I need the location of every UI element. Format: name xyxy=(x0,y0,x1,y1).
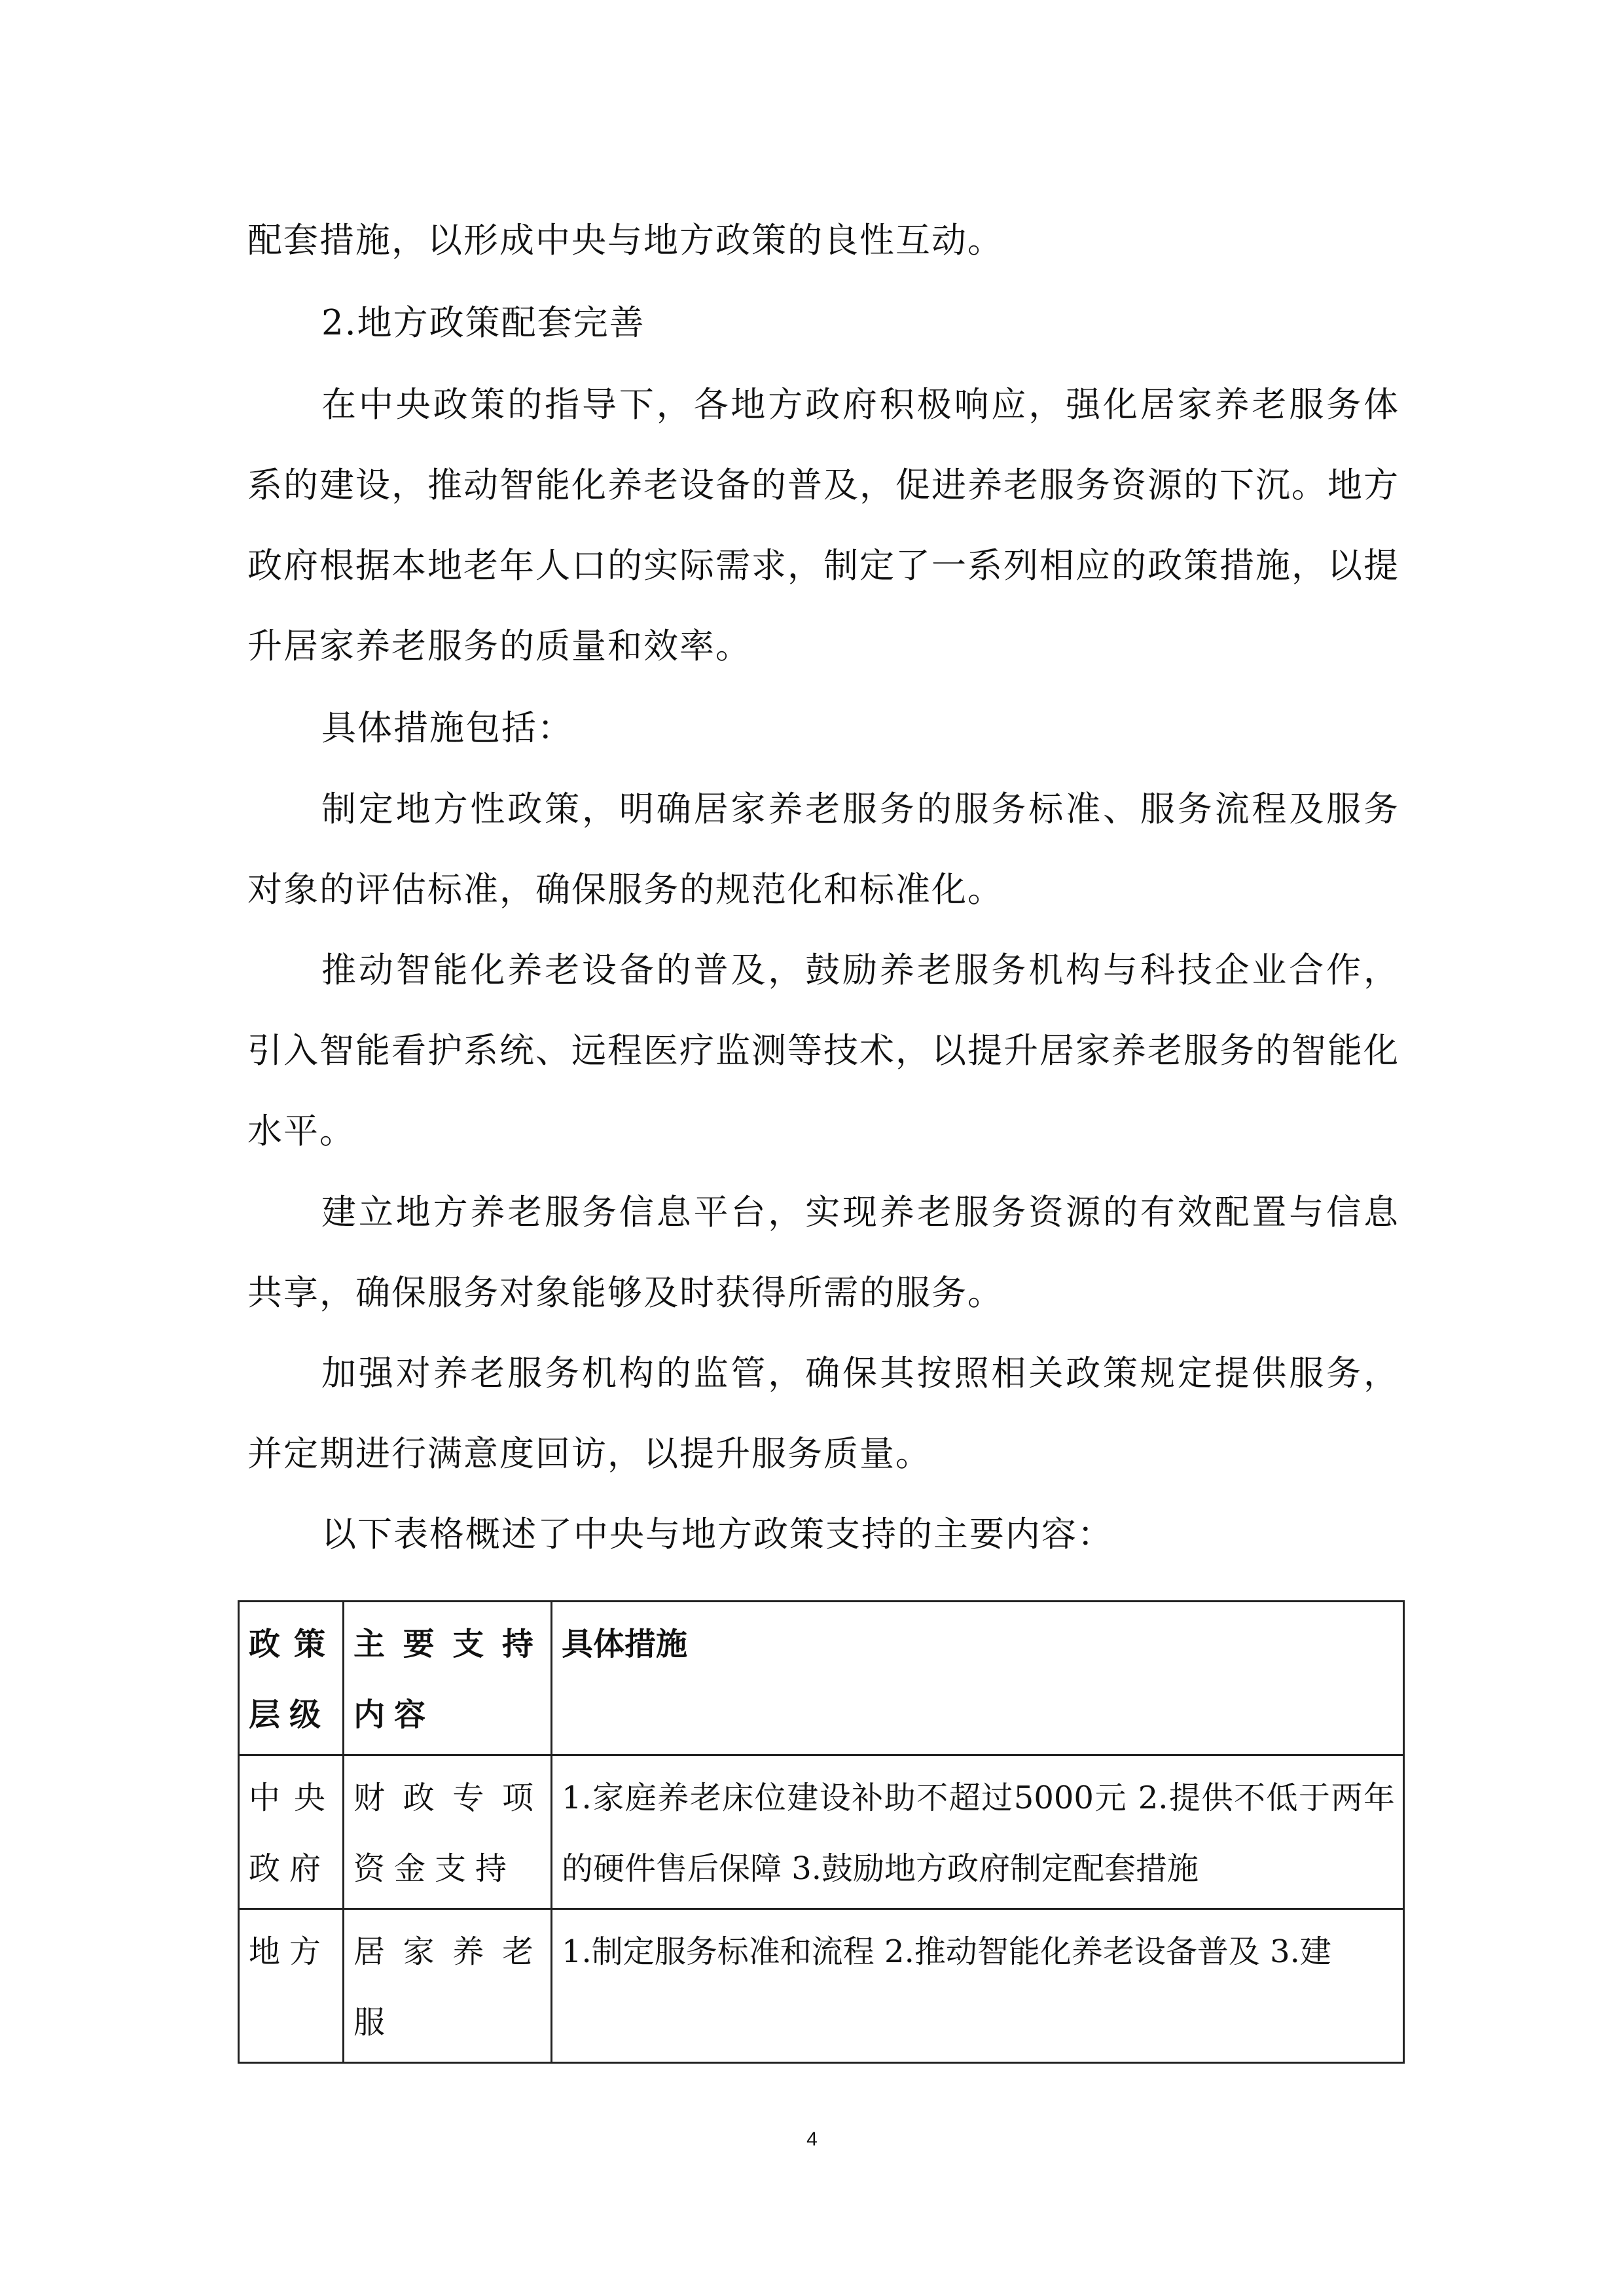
paragraph-continuation: 配套措施，以形成中央与地方政策的良性互动。 xyxy=(247,221,1003,260)
section-heading: 2.地方政策配套完善 xyxy=(321,303,645,343)
paragraph-measure-standards: 制定地方性政策，明确居家养老服务的服务标准、服务流程及服务对象的评估标准，确保服务的规范化和标准化。 xyxy=(247,789,1399,910)
cell-policy-level: 中央政府 xyxy=(239,1755,344,1909)
paragraph-measure-supervision: 加强对养老服务机构的监管，确保其按照相关政策规定提供服务，并定期进行满意度回访，以提升服务质量。 xyxy=(247,1354,1399,1474)
paragraph-local-policy: 在中央政策的指导下，各地方政府积极响应，强化居家养老服务体系的建设，推动智能化养老设备的普及，促进养老服务资源的下沉。地方政府根据本地老年人口的实际需求，制定了一系列相应的政策措施，以提升居家养老服务的质量和效率。 xyxy=(247,385,1399,666)
cell-specific-measures: 1.制定服务标准和流程 2.推动智能化养老设备普及 3.建 xyxy=(552,1909,1404,2063)
cell-main-support: 财政专项资金支持 xyxy=(344,1755,552,1909)
table-row xyxy=(239,1755,1404,1909)
paragraph-measure-info-platform: 建立地方养老服务信息平台，实现养老服务资源的有效配置与信息共享，确保服务对象能够及时获得所需的服务。 xyxy=(247,1193,1399,1313)
cell-policy-level: 地方 xyxy=(239,1909,344,2063)
paragraph-measures-intro: 具体措施包括： xyxy=(321,708,573,748)
header-main-support: 主要支持内容 xyxy=(344,1602,552,1755)
paragraph-measure-smart-devices: 推动智能化养老设备的普及，鼓励养老服务机构与科技企业合作，引入智能看护系统、远程医疗监测等技术，以提升居家养老服务的智能化水平。 xyxy=(247,950,1399,1151)
table-row xyxy=(239,1909,1404,2063)
header-policy-level: 政策层级 xyxy=(239,1602,344,1755)
header-specific-measures: 具体措施 xyxy=(552,1602,1404,1755)
table-header-row xyxy=(239,1602,1404,1755)
cell-specific-measures: 1.家庭养老床位建设补助不超过5000元 2.提供不低于两年的硬件售后保障 3.鼓励地方政府制定配套措施 xyxy=(552,1755,1404,1909)
page-number: 4 xyxy=(806,2128,818,2150)
policy-support-table xyxy=(238,1600,1405,2064)
cell-main-support: 居家养老服 xyxy=(344,1909,552,2063)
paragraph-table-intro: 以下表格概述了中央与地方政策支持的主要内容： xyxy=(321,1515,1113,1554)
